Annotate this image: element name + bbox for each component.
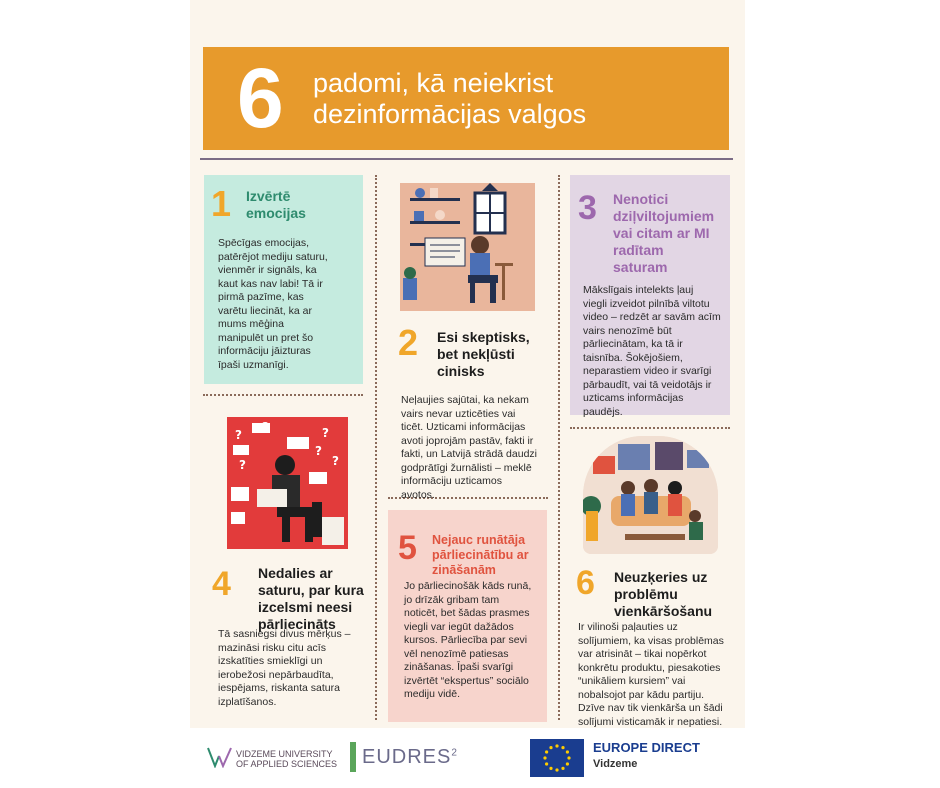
- svg-text:?: ?: [235, 428, 242, 442]
- svg-text:?: ?: [315, 444, 322, 458]
- tip-title: Esi skeptisks, bet nekļūsti cinisks: [437, 329, 530, 379]
- divider: [375, 175, 377, 720]
- title-line-2: dezinformācijas valgos: [313, 99, 587, 129]
- tip-title: Nejauc runātāja pārliecinātību ar zināšanām: [432, 533, 529, 577]
- title-number: 6: [237, 51, 284, 145]
- tip-title: Neuzķeries uz problēmu vienkāršošanu: [614, 569, 713, 619]
- tip-body: Jo pārliecinošāk kāds runā, jo drīzāk gribam tam noticēt, bet šādas prasmes viegli var iegūt dažādos kursos. Pārliecība par sevi vēl nenozīmē patiesas zināšanas. Īpaši svarīgi izvērtēt “ekspertus” sociālo mediju vidē.: [404, 580, 532, 700]
- tip-body: Tā sasniegsi divus mērķus – mazināsi risku citu acīs izskatīties smieklīgi un ierobežosi nepārbaudīta, iespējams, riskanta satura izplatīšanos.: [218, 628, 351, 708]
- tip-title: Nedalies ar saturu, par kura izcelsmi neesi pārliecināts: [258, 565, 364, 632]
- svg-text:?: ?: [322, 426, 329, 440]
- eudres-logo: EUDRES$^2$: [362, 746, 458, 768]
- vidzeme-logo-icon: [207, 746, 233, 768]
- tip-number: 1: [211, 183, 232, 224]
- eu-flag-icon: [530, 739, 584, 777]
- tip-number: 6: [576, 564, 595, 602]
- tip-body: Neļaujies sajūtai, ka nekam vairs nevar uzticēties vai ticēt. Uzticami informācijas avoti joprojām pastāv, fakti ir fakti, un Latvijā strādā daudzi godprātīgi žurnālisti – meklē informāciju uzticamos avotos.: [401, 394, 537, 501]
- tip-title: Izvērtē emocijas: [246, 188, 306, 221]
- tip-number: 4: [212, 565, 231, 603]
- member-badge: [350, 742, 356, 772]
- footer: [190, 728, 745, 788]
- divider: [203, 394, 363, 396]
- europe-direct-region: Vidzeme: [593, 758, 638, 770]
- reading-newspaper-illustration: [400, 183, 535, 311]
- laptop-question-marks-illustration: [227, 417, 348, 549]
- tip-number: 5: [398, 529, 417, 567]
- svg-text:?: ?: [332, 454, 339, 468]
- title-line-1: padomi, kā neiekrist: [313, 68, 554, 98]
- tip-number: 3: [578, 189, 597, 227]
- europe-direct-logo: EUROPE DIRECT: [593, 740, 700, 755]
- divider: [570, 427, 730, 429]
- tip-body: Mākslīgais intelekts ļauj viegli izveidot pilnībā viltotu video – redzēt ar savām acīm vairs nenozīmē būt pārliecinātam, ka tā ir taisnība. Šokējošiem, neparastiem video ir svarīgi pārbaudīt, vai tā veidotājs ir uzticams informācijas paudējs.: [583, 284, 721, 418]
- svg-text:?: ?: [239, 458, 246, 472]
- page-title: [313, 68, 586, 130]
- vidzeme-university-logo: VIDZEME UNIVERSITY OF APPLIED SCIENCES: [236, 749, 338, 769]
- family-watching-tv-illustration: [583, 436, 718, 554]
- tip-number: 2: [398, 322, 419, 363]
- divider: [200, 158, 733, 160]
- tip-body: Ir vilinoši paļauties uz solījumiem, ka visas problēmas var atrisināt – tikai nopērkot konkrētu produktu, piesakoties “unikāliem kursiem” vai nobalsojot par kādu partiju. Dzīve nav tik vienkārša un šādi solījumi visticamāk ir nepatiesi.: [578, 621, 724, 728]
- divider: [558, 175, 560, 720]
- tip-body: Spēcīgas emocijas, patērējot mediju saturu, vienmēr ir signāls, ka kaut kas nav labi! Tā ir pirmā pazīme, kas varētu liecināt, ka ar mums mēģina manipulēt un pret šo informāciju jāizturas īpaši uzmanīgi.: [218, 237, 328, 371]
- tip-title: Nenotici dziļviltojumiem vai citam ar MI radītam saturam: [613, 191, 715, 275]
